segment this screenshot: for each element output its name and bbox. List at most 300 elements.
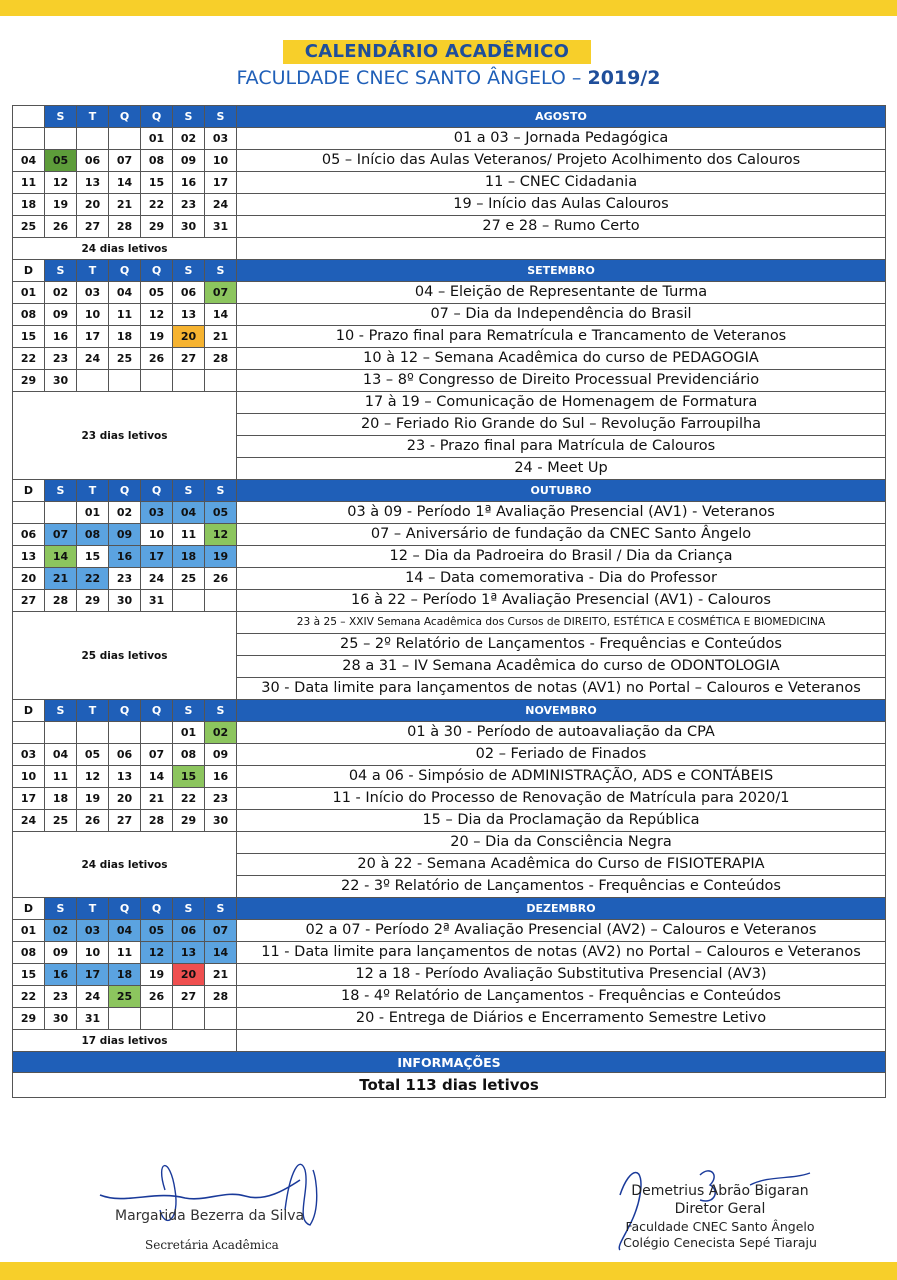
- day-cell: 31: [205, 216, 237, 238]
- day-cell: 11: [173, 524, 205, 546]
- secretary-name: Margarida Bezerra da Silva: [115, 1208, 305, 1224]
- empty-day-cell: [13, 128, 45, 150]
- day-cell: 20: [77, 194, 109, 216]
- day-cell: 20: [173, 326, 205, 348]
- event-item: 23 - Prazo final para Matrícula de Calouros: [237, 436, 886, 458]
- weekday-header: T: [77, 700, 109, 722]
- empty-day-cell: [109, 128, 141, 150]
- event-item: 12 a 18 - Período Avaliação Substitutiva Presencial (AV3): [237, 964, 886, 986]
- day-cell: 06: [77, 150, 109, 172]
- day-cell: 09: [45, 304, 77, 326]
- day-cell: 01: [13, 282, 45, 304]
- day-cell: 31: [77, 1008, 109, 1030]
- empty-day-cell: [13, 722, 45, 744]
- day-cell: 25: [109, 986, 141, 1008]
- day-cell: 07: [109, 150, 141, 172]
- empty-day-cell: [45, 722, 77, 744]
- weekday-header: Q: [141, 260, 173, 282]
- day-cell: 05: [141, 282, 173, 304]
- day-cell: 10: [13, 766, 45, 788]
- month-name-novembro: NOVEMBRO: [237, 700, 886, 722]
- weekday-header: T: [77, 106, 109, 128]
- day-cell: 29: [173, 810, 205, 832]
- empty-day-cell: [45, 128, 77, 150]
- day-cell: 12: [141, 942, 173, 964]
- day-cell: 26: [141, 986, 173, 1008]
- day-cell: 10: [141, 524, 173, 546]
- day-cell: 16: [45, 326, 77, 348]
- day-cell: 16: [173, 172, 205, 194]
- weekday-header: Q: [141, 700, 173, 722]
- weekday-header: S: [45, 700, 77, 722]
- day-cell: 22: [13, 986, 45, 1008]
- day-cell: 18: [109, 964, 141, 986]
- day-cell: 15: [13, 326, 45, 348]
- day-cell: 08: [13, 942, 45, 964]
- day-cell: 13: [13, 546, 45, 568]
- calendar-row: [13, 502, 886, 524]
- day-cell: 14: [141, 766, 173, 788]
- weekday-header: Q: [109, 898, 141, 920]
- event-item: 19 – Início das Aulas Calouros: [237, 194, 886, 216]
- day-cell: 21: [205, 326, 237, 348]
- day-cell: 12: [205, 524, 237, 546]
- day-cell: 09: [205, 744, 237, 766]
- day-cell: 15: [13, 964, 45, 986]
- event-item: 27 e 28 – Rumo Certo: [237, 216, 886, 238]
- calendar-row: [13, 194, 886, 216]
- day-cell: 02: [45, 282, 77, 304]
- day-cell: 06: [109, 744, 141, 766]
- day-cell: 01: [77, 502, 109, 524]
- day-cell: 28: [141, 810, 173, 832]
- month-name-dezembro: DEZEMBRO: [237, 898, 886, 920]
- event-item: 20 – Feriado Rio Grande do Sul – Revolução Farroupilha: [237, 414, 886, 436]
- day-cell: 24: [205, 194, 237, 216]
- calendar-row: [13, 612, 886, 634]
- calendar-row: [13, 150, 886, 172]
- day-cell: 30: [109, 590, 141, 612]
- event-item: 25 – 2º Relatório de Lançamentos - Frequências e Conteúdos: [237, 634, 886, 656]
- calendar-row: [13, 1008, 886, 1030]
- day-cell: 22: [13, 348, 45, 370]
- event-item: 20 à 22 - Semana Acadêmica do Curso de FISIOTERAPIA: [237, 854, 886, 876]
- day-cell: 18: [13, 194, 45, 216]
- info-header-row: [13, 1052, 886, 1073]
- event-item: 07 – Dia da Independência do Brasil: [237, 304, 886, 326]
- calendar-row: [13, 524, 886, 546]
- empty-day-cell: [173, 1008, 205, 1030]
- event-item: 22 - 3º Relatório de Lançamentos - Frequências e Conteúdos: [237, 876, 886, 898]
- director-role: Diretor Geral: [674, 1201, 766, 1217]
- day-cell: 15: [173, 766, 205, 788]
- day-cell: 11: [109, 304, 141, 326]
- event-item: 16 à 22 – Período 1ª Avaliação Presencial (AV1) - Calouros: [237, 590, 886, 612]
- day-cell: 17: [13, 788, 45, 810]
- day-cell: 10: [77, 942, 109, 964]
- calendar-row: [13, 744, 886, 766]
- event-item: 05 – Início das Aulas Veteranos/ Projeto Acolhimento dos Calouros: [237, 150, 886, 172]
- month-name-agosto: AGOSTO: [237, 106, 886, 128]
- day-cell: 19: [205, 546, 237, 568]
- empty-day-cell: [13, 502, 45, 524]
- weekday-header: S: [45, 106, 77, 128]
- day-cell: 02: [45, 920, 77, 942]
- weekday-header: Q: [141, 106, 173, 128]
- day-cell: 03: [77, 282, 109, 304]
- day-cell: 09: [45, 942, 77, 964]
- day-cell: 26: [205, 568, 237, 590]
- day-cell: 29: [141, 216, 173, 238]
- day-cell: 02: [173, 128, 205, 150]
- event-item: 17 à 19 – Comunicação de Homenagem de Formatura: [237, 392, 886, 414]
- empty-day-cell: [141, 370, 173, 392]
- day-cell: 17: [205, 172, 237, 194]
- day-cell: 23: [205, 788, 237, 810]
- day-cell: 13: [173, 942, 205, 964]
- day-cell: 20: [13, 568, 45, 590]
- weekday-header: Q: [109, 260, 141, 282]
- day-cell: 05: [45, 150, 77, 172]
- day-cell: 18: [109, 326, 141, 348]
- event-item: 11 – CNEC Cidadania: [237, 172, 886, 194]
- empty-event-cell: [237, 238, 886, 260]
- day-cell: 28: [109, 216, 141, 238]
- month-header-novembro: [13, 700, 886, 722]
- top-yellow-stripe: [0, 0, 897, 16]
- event-item: 24 - Meet Up: [237, 458, 886, 480]
- day-cell: 08: [141, 150, 173, 172]
- total-school-days: Total 113 dias letivos: [13, 1073, 886, 1098]
- day-cell: 09: [173, 150, 205, 172]
- event-item: 18 - 4º Relatório de Lançamentos - Frequências e Conteúdos: [237, 986, 886, 1008]
- month-header-agosto: [13, 106, 886, 128]
- event-item: 20 - Entrega de Diários e Encerramento Semestre Letivo: [237, 1008, 886, 1030]
- event-item: 28 a 31 – IV Semana Acadêmica do curso de ODONTOLOGIA: [237, 656, 886, 678]
- day-cell: 27: [173, 348, 205, 370]
- calendar-row: [13, 942, 886, 964]
- day-cell: 08: [13, 304, 45, 326]
- weekday-header: T: [77, 260, 109, 282]
- day-cell: 22: [173, 788, 205, 810]
- day-cell: 23: [109, 568, 141, 590]
- empty-day-cell: [205, 1008, 237, 1030]
- calendar-row: [13, 590, 886, 612]
- event-item: 07 – Aniversário de fundação da CNEC Santo Ângelo: [237, 524, 886, 546]
- day-cell: 10: [77, 304, 109, 326]
- day-cell: 20: [109, 788, 141, 810]
- event-item: 01 a 03 – Jornada Pedagógica: [237, 128, 886, 150]
- event-item: 30 - Data limite para lançamentos de notas (AV1) no Portal – Calouros e Veteranos: [237, 678, 886, 700]
- calendar-row: [13, 788, 886, 810]
- weekday-header: D: [13, 898, 45, 920]
- day-cell: 03: [141, 502, 173, 524]
- day-cell: 30: [45, 370, 77, 392]
- day-cell: 03: [13, 744, 45, 766]
- day-cell: 12: [77, 766, 109, 788]
- calendar-row: [13, 722, 886, 744]
- day-cell: 07: [205, 282, 237, 304]
- day-cell: 16: [45, 964, 77, 986]
- day-cell: 08: [77, 524, 109, 546]
- empty-day-cell: [109, 722, 141, 744]
- month-header-outubro: [13, 480, 886, 502]
- page-subtitle: [0, 64, 897, 92]
- day-cell: 24: [77, 986, 109, 1008]
- month-name-setembro: SETEMBRO: [237, 260, 886, 282]
- day-cell: 14: [109, 172, 141, 194]
- day-cell: 21: [45, 568, 77, 590]
- event-item: 04 – Eleição de Representante de Turma: [237, 282, 886, 304]
- day-cell: 10: [205, 150, 237, 172]
- weekday-header: S: [45, 480, 77, 502]
- day-cell: 11: [109, 942, 141, 964]
- page-title: CALENDÁRIO ACADÊMICO: [304, 41, 570, 62]
- secretary-role: Secretária Acadêmica: [145, 1238, 279, 1252]
- event-item: 02 a 07 - Período 2ª Avaliação Presencial (AV2) – Calouros e Veteranos: [237, 920, 886, 942]
- calendar-row: [13, 172, 886, 194]
- day-cell: 20: [173, 964, 205, 986]
- day-cell: 04: [173, 502, 205, 524]
- weekday-header: Q: [109, 106, 141, 128]
- bottom-yellow-stripe: [0, 1262, 897, 1280]
- day-cell: 11: [13, 172, 45, 194]
- empty-day-cell: [205, 590, 237, 612]
- event-item: 01 à 30 - Período de autoavaliação da CPA: [237, 722, 886, 744]
- day-cell: 15: [141, 172, 173, 194]
- day-cell: 15: [77, 546, 109, 568]
- day-cell: 13: [173, 304, 205, 326]
- day-cell: 04: [109, 920, 141, 942]
- day-cell: 12: [45, 172, 77, 194]
- day-cell: 31: [141, 590, 173, 612]
- day-cell: 07: [141, 744, 173, 766]
- calendar-row: [13, 128, 886, 150]
- weekday-header: S: [45, 260, 77, 282]
- calendar-row: [13, 392, 886, 414]
- calendar-row: [13, 326, 886, 348]
- day-cell: 26: [45, 216, 77, 238]
- title-banner: [283, 40, 591, 64]
- signature-director: [600, 1155, 840, 1255]
- day-cell: 19: [141, 964, 173, 986]
- day-cell: 08: [173, 744, 205, 766]
- day-cell: 21: [205, 964, 237, 986]
- event-item: 03 à 09 - Período 1ª Avaliação Presencial (AV1) - Veteranos: [237, 502, 886, 524]
- day-cell: 02: [109, 502, 141, 524]
- day-cell: 14: [205, 304, 237, 326]
- empty-day-cell: [45, 502, 77, 524]
- empty-day-cell: [205, 370, 237, 392]
- weekday-header: Q: [109, 480, 141, 502]
- empty-day-cell: [141, 1008, 173, 1030]
- day-cell: 23: [173, 194, 205, 216]
- day-cell: 30: [205, 810, 237, 832]
- weekday-header: S: [205, 898, 237, 920]
- calendar-row: [13, 1030, 886, 1052]
- day-cell: 14: [45, 546, 77, 568]
- day-cell: 04: [13, 150, 45, 172]
- day-cell: 21: [141, 788, 173, 810]
- subtitle-year: 2019/2: [587, 67, 661, 89]
- weekday-header: S: [205, 106, 237, 128]
- day-cell: 24: [77, 348, 109, 370]
- calendar-row: [13, 216, 886, 238]
- calendar-row: [13, 766, 886, 788]
- day-cell: 01: [141, 128, 173, 150]
- day-cell: 14: [205, 942, 237, 964]
- empty-day-cell: [141, 722, 173, 744]
- weekday-header: S: [173, 700, 205, 722]
- empty-day-cell: [109, 1008, 141, 1030]
- event-item: 14 – Data comemorativa - Dia do Professor: [237, 568, 886, 590]
- calendar-row: [13, 920, 886, 942]
- calendar-table: [12, 105, 886, 1098]
- calendar-row: [13, 986, 886, 1008]
- day-cell: 13: [109, 766, 141, 788]
- total-row: [13, 1073, 886, 1098]
- calendar-row: [13, 546, 886, 568]
- info-header: INFORMAÇÕES: [13, 1052, 886, 1073]
- weekday-header: S: [205, 260, 237, 282]
- weekday-header: T: [77, 898, 109, 920]
- day-cell: 27: [77, 216, 109, 238]
- weekday-header: D: [13, 700, 45, 722]
- calendar-row: [13, 370, 886, 392]
- day-cell: 26: [141, 348, 173, 370]
- director-name: Demetrius Abrão Bigaran: [631, 1183, 809, 1199]
- event-item: 20 – Dia da Consciência Negra: [237, 832, 886, 854]
- day-cell: 23: [45, 986, 77, 1008]
- day-cell: 30: [45, 1008, 77, 1030]
- weekday-header: Q: [141, 480, 173, 502]
- month-header-setembro: [13, 260, 886, 282]
- day-cell: 06: [173, 920, 205, 942]
- empty-day-cell: [77, 722, 109, 744]
- day-cell: 05: [77, 744, 109, 766]
- day-cell: 18: [45, 788, 77, 810]
- calendar-row: [13, 348, 886, 370]
- day-cell: 03: [205, 128, 237, 150]
- empty-day-cell: [77, 128, 109, 150]
- day-cell: 05: [141, 920, 173, 942]
- weekday-header: S: [173, 898, 205, 920]
- calendar-row: [13, 568, 886, 590]
- day-cell: 25: [45, 810, 77, 832]
- day-cell: 17: [77, 326, 109, 348]
- day-cell: 07: [45, 524, 77, 546]
- school-days-count: 25 dias letivos: [13, 612, 237, 700]
- day-cell: 04: [45, 744, 77, 766]
- director-org-faculdade: Faculdade CNEC Santo Ângelo: [625, 1219, 815, 1234]
- day-cell: 17: [77, 964, 109, 986]
- calendar-row: [13, 282, 886, 304]
- school-days-count: 24 dias letivos: [13, 832, 237, 898]
- weekday-header: S: [205, 700, 237, 722]
- empty-day-cell: [77, 370, 109, 392]
- day-cell: 19: [141, 326, 173, 348]
- day-cell: 09: [109, 524, 141, 546]
- day-cell: 16: [205, 766, 237, 788]
- day-cell: 02: [205, 722, 237, 744]
- event-item: 10 à 12 – Semana Acadêmica do curso de PEDAGOGIA: [237, 348, 886, 370]
- day-cell: 01: [13, 920, 45, 942]
- day-cell: 29: [77, 590, 109, 612]
- day-cell: 04: [109, 282, 141, 304]
- signature-secretary: [95, 1150, 355, 1260]
- day-cell: 22: [141, 194, 173, 216]
- event-item: 15 – Dia da Proclamação da República: [237, 810, 886, 832]
- weekday-header: S: [173, 106, 205, 128]
- day-cell: 19: [77, 788, 109, 810]
- weekday-header: S: [173, 480, 205, 502]
- weekday-header: Q: [109, 700, 141, 722]
- calendar-row: [13, 964, 886, 986]
- day-cell: 22: [77, 568, 109, 590]
- school-days-count: 23 dias letivos: [13, 392, 237, 480]
- empty-day-cell: [173, 590, 205, 612]
- day-cell: 24: [141, 568, 173, 590]
- event-item: 12 – Dia da Padroeira do Brasil / Dia da Criança: [237, 546, 886, 568]
- day-cell: 28: [205, 348, 237, 370]
- month-name-outubro: OUTUBRO: [237, 480, 886, 502]
- weekday-header: D: [13, 260, 45, 282]
- weekday-header: S: [173, 260, 205, 282]
- day-cell: 19: [45, 194, 77, 216]
- day-cell: 28: [45, 590, 77, 612]
- weekday-header: [13, 106, 45, 128]
- day-cell: 17: [141, 546, 173, 568]
- day-cell: 25: [173, 568, 205, 590]
- event-item: 02 – Feriado de Finados: [237, 744, 886, 766]
- day-cell: 06: [13, 524, 45, 546]
- weekday-header: T: [77, 480, 109, 502]
- day-cell: 25: [109, 348, 141, 370]
- weekday-header: S: [45, 898, 77, 920]
- weekday-header: D: [13, 480, 45, 502]
- event-item: 10 - Prazo final para Rematrícula e Trancamento de Veteranos: [237, 326, 886, 348]
- day-cell: 27: [109, 810, 141, 832]
- day-cell: 25: [13, 216, 45, 238]
- calendar-row: [13, 832, 886, 854]
- day-cell: 12: [141, 304, 173, 326]
- school-days-count: 17 dias letivos: [13, 1030, 237, 1052]
- day-cell: 26: [77, 810, 109, 832]
- day-cell: 05: [205, 502, 237, 524]
- day-cell: 16: [109, 546, 141, 568]
- day-cell: 01: [173, 722, 205, 744]
- day-cell: 29: [13, 370, 45, 392]
- day-cell: 23: [45, 348, 77, 370]
- empty-day-cell: [109, 370, 141, 392]
- event-item: 13 – 8º Congresso de Direito Processual Previdenciário: [237, 370, 886, 392]
- school-days-count: 24 dias letivos: [13, 238, 237, 260]
- event-item: 11 - Data limite para lançamentos de notas (AV2) no Portal – Calouros e Veteranos: [237, 942, 886, 964]
- empty-day-cell: [173, 370, 205, 392]
- day-cell: 18: [173, 546, 205, 568]
- day-cell: 11: [45, 766, 77, 788]
- day-cell: 30: [173, 216, 205, 238]
- weekday-header: S: [205, 480, 237, 502]
- day-cell: 28: [205, 986, 237, 1008]
- calendar-row: [13, 304, 886, 326]
- event-item: 04 a 06 - Simpósio de ADMINISTRAÇÃO, ADS e CONTÁBEIS: [237, 766, 886, 788]
- day-cell: 03: [77, 920, 109, 942]
- day-cell: 24: [13, 810, 45, 832]
- day-cell: 06: [173, 282, 205, 304]
- event-item: 11 - Início do Processo de Renovação de Matrícula para 2020/1: [237, 788, 886, 810]
- calendar-row: [13, 810, 886, 832]
